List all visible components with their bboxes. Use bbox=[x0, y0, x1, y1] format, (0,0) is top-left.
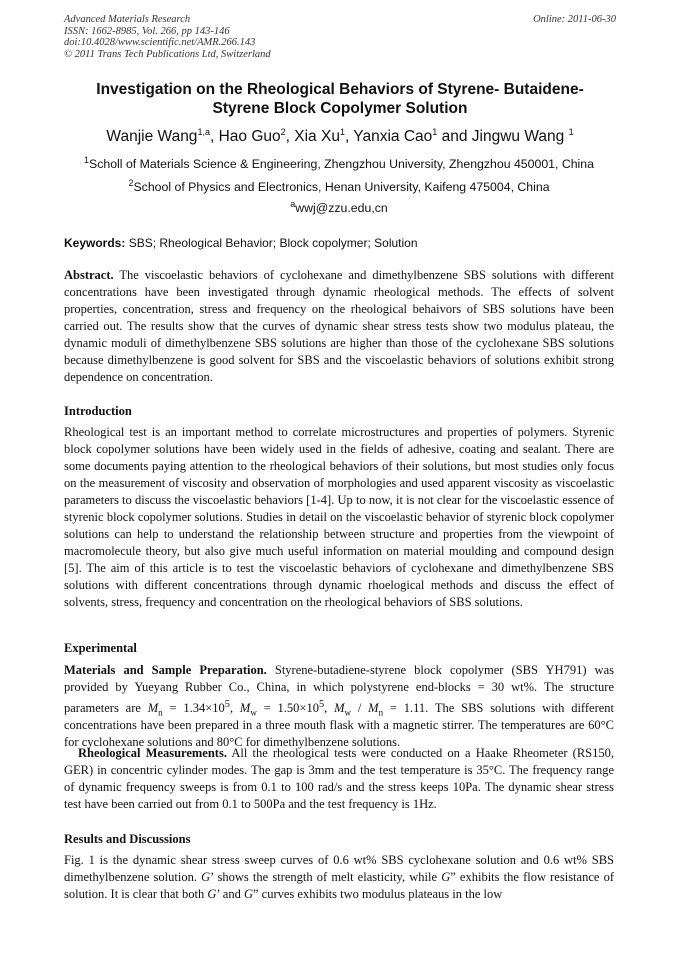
affiliation-mark: 2 bbox=[128, 177, 134, 188]
issn: ISSN: 1662-8985, Vol. 266, pp 143-146 bbox=[64, 25, 230, 37]
ratio-value: = 1.11 bbox=[383, 701, 426, 716]
author-name: Yanxia Cao bbox=[353, 128, 433, 145]
ratio-mw-subscript: w bbox=[344, 707, 352, 718]
experimental-heading: Experimental bbox=[64, 641, 137, 655]
materials-paragraph: Materials and Sample Preparation. Styrene-butadiene-styrene block copolymer (SBS YH791) was provided by Yueyang Rubber Co., China, in which polystyrene end-blocks = 30 wt%. The structure parameters are $M_n = 1.34\times 10^5$, $M_w = 1.50\times 10^5$, $M_w / M_n = 1.11$. The SBS solutions with different concentrations have been prepared in a three mouth flask with a magnetic stirrer. The temperatures are 60°C for cyclohexane solutions and 80°C for dimethylbenzene solutions. bbox=[64, 663, 615, 750]
mw-value: = 1.50×10 bbox=[256, 701, 319, 716]
mn-subscript: n bbox=[158, 707, 163, 718]
author-separator: , bbox=[344, 128, 354, 145]
affiliation-mark: 1 bbox=[84, 154, 90, 165]
affiliation-text: Scholl of Materials Science & Engineering, Zhengzhou University, Zhengzhou 450001, China bbox=[89, 157, 594, 171]
g-double-prime-symbol-2: G bbox=[243, 887, 253, 901]
author-separator: and bbox=[437, 128, 472, 145]
abstract-text: The viscoelastic behaviors of cyclohexane and dimethylbenzene SBS solutions with different concentrations have been investigated through dynamic rheological methods. The effects of solvent properties, concentration, stress and frequency on the rheological behaivors of SBS solutions have been carried out. The results show that the curves of dynamic shear stress tests show two modulus plateau, the dynamic moduli of dimethylbenzene SBS solutions are higher than those of the cyclohexane SBS solutions because dimethylbenzene is good solvent for SBS and the viscoelastic behaviors of solutions exhibit strong dependence on concentration. bbox=[64, 268, 614, 384]
journal-name: Advanced Materials Research bbox=[64, 14, 191, 25]
author-name: Xia Xu bbox=[294, 128, 340, 145]
mw-exponent: 5 bbox=[318, 699, 325, 710]
author-list bbox=[40, 128, 640, 146]
paper-title bbox=[64, 80, 616, 118]
author-affil-mark: 1 bbox=[568, 126, 574, 137]
title-line-2: Styrene Block Copolymer Solution bbox=[212, 100, 468, 117]
author-affil-mark: 1 bbox=[432, 126, 438, 137]
author-name: Wanjie Wang bbox=[106, 128, 198, 145]
mw-symbol: M bbox=[239, 701, 251, 716]
ratio-mw-symbol: M bbox=[334, 701, 345, 716]
title-line-1: Investigation on the Rheological Behaviors of Styrene- Butaidene- bbox=[96, 81, 584, 98]
materials-text: Styrene-butadiene-styrene block copolymer (SBS YH791) was provided by Yueyang Rubber Co., China, in which polystyrene end-blocks = 30 wt%. The structure parameters are bbox=[64, 663, 614, 716]
g-prime-symbol: G bbox=[201, 870, 211, 884]
keywords-label: Keywords: bbox=[64, 236, 126, 250]
g-double-prime-symbol: G bbox=[441, 870, 451, 884]
ratio-mn-subscript: n bbox=[378, 707, 384, 718]
author-separator: , bbox=[209, 128, 219, 145]
results-text-4: ’ and bbox=[216, 887, 244, 901]
copyright: © 2011 Trans Tech Publications Ltd, Switzerland bbox=[64, 48, 271, 60]
materials-text-2: . The SBS solutions with different concentrations have been prepared in a three mouth flask with a magnetic stirrer. The temperatures are 60°C for cyclohexane solutions and 80°C for dimethylbenzene solutions. bbox=[64, 701, 615, 750]
author-name: Jingwu Wang bbox=[471, 128, 565, 145]
ratio-slash: / bbox=[351, 701, 369, 716]
results-text-3: ” exhibits the flow resistance of solution. It is clear that both bbox=[64, 870, 614, 901]
keywords-line bbox=[64, 236, 624, 251]
abstract-paragraph bbox=[64, 267, 614, 386]
results-text-1: Fig. 1 is the dynamic shear stress sweep curves of 0.6 wt% SBS cyclohexane solution and 0.6 wt% SBS dimethylbenzene solution. bbox=[64, 853, 614, 884]
author-name: Hao Guo bbox=[218, 128, 281, 145]
author-affil-mark: 1 bbox=[339, 126, 345, 137]
mn-value: = 1.34×10 bbox=[162, 701, 225, 716]
journal-header bbox=[64, 14, 616, 60]
affiliation-1 bbox=[20, 154, 658, 172]
introduction-heading: Introduction bbox=[64, 404, 132, 418]
mn-symbol: M bbox=[147, 701, 159, 716]
rheo-label: Rheological Measurements. bbox=[78, 746, 227, 760]
doi: doi:10.4028/www.scientific.net/AMR.266.143 bbox=[64, 37, 256, 48]
rheological-measurements-paragraph bbox=[64, 745, 614, 813]
mn-exponent: 5 bbox=[224, 699, 230, 710]
email-mark: a bbox=[290, 198, 296, 209]
results-text-2: ’ shows the strength of melt elasticity, while bbox=[210, 870, 442, 884]
results-paragraph bbox=[64, 852, 614, 903]
mw-subscript: w bbox=[250, 707, 257, 718]
author-separator: , bbox=[285, 128, 295, 145]
author-affil-mark: 1,a bbox=[197, 126, 210, 137]
materials-label: Materials and Sample Preparation. bbox=[64, 663, 267, 677]
keywords-text: SBS; Rheological Behavior; Block copolymer; Solution bbox=[125, 236, 418, 250]
introduction-paragraph: Rheological test is an important method to correlate microstructures and properties of polymers. Styrenic block copolymer solutions have been widely used in the fields of adhesive, coating and sealant. There are some documents paying attention to the rheological behaviors of their solutions, but most studies only focus on the measurement of viscosity and observation of morphologies and used apparent viscosity as viscoelastic parameters to discuss the viscoelastic behaviors [1-4]. Up to now, it is not clear for the viscoelastic essence of styrenic block copolymer solutions. Studies in detail on the viscoelastic behavior of styrenic block copolymer solutions can help to understand the relationship between structure and properties from the viewpoint of macromolecule theory, but also give much useful information on material moulding and compound design [5]. The aim of this article is to test the viscoelastic behaviors of cyclohexane and dimethylbenzene SBS solutions with different concentrations through dynamic rhoelogical methods and discuss the effect of solvents, stress, frequency and concentration on the rheological behaviors of SBS solutions. bbox=[64, 425, 614, 609]
email-address: wwj@zzu.edu,cn bbox=[295, 201, 388, 215]
results-text-5: ” curves exhibits two modulus plateaus in the low bbox=[253, 887, 503, 901]
author-email bbox=[20, 198, 658, 216]
online-date: Online: 2011-06-30 bbox=[533, 14, 616, 25]
affiliation-2 bbox=[20, 177, 658, 195]
rheo-text: All the rheological tests were conducted on a Haake Rheometer (RS150, GER) in concentric cylinder modes. The gap is 3mm and the test temperature is 35°C. The frequency range of dynamic frequency sweeps is from 0.1 to 100 rad/s and the stress keeps 10Pa. The dynamic shear stress test have been carried out from 0.1 to 500Pa and the test frequency is 1Hz. bbox=[64, 746, 615, 811]
abstract-label: Abstract. bbox=[64, 268, 114, 282]
ratio-mn-symbol: M bbox=[368, 701, 379, 716]
g-prime-symbol-2: G bbox=[207, 887, 217, 901]
author-affil-mark: 2 bbox=[280, 126, 286, 137]
results-heading: Results and Discussions bbox=[64, 832, 191, 846]
affiliation-text: School of Physics and Electronics, Henan University, Kaifeng 475004, China bbox=[133, 180, 550, 194]
